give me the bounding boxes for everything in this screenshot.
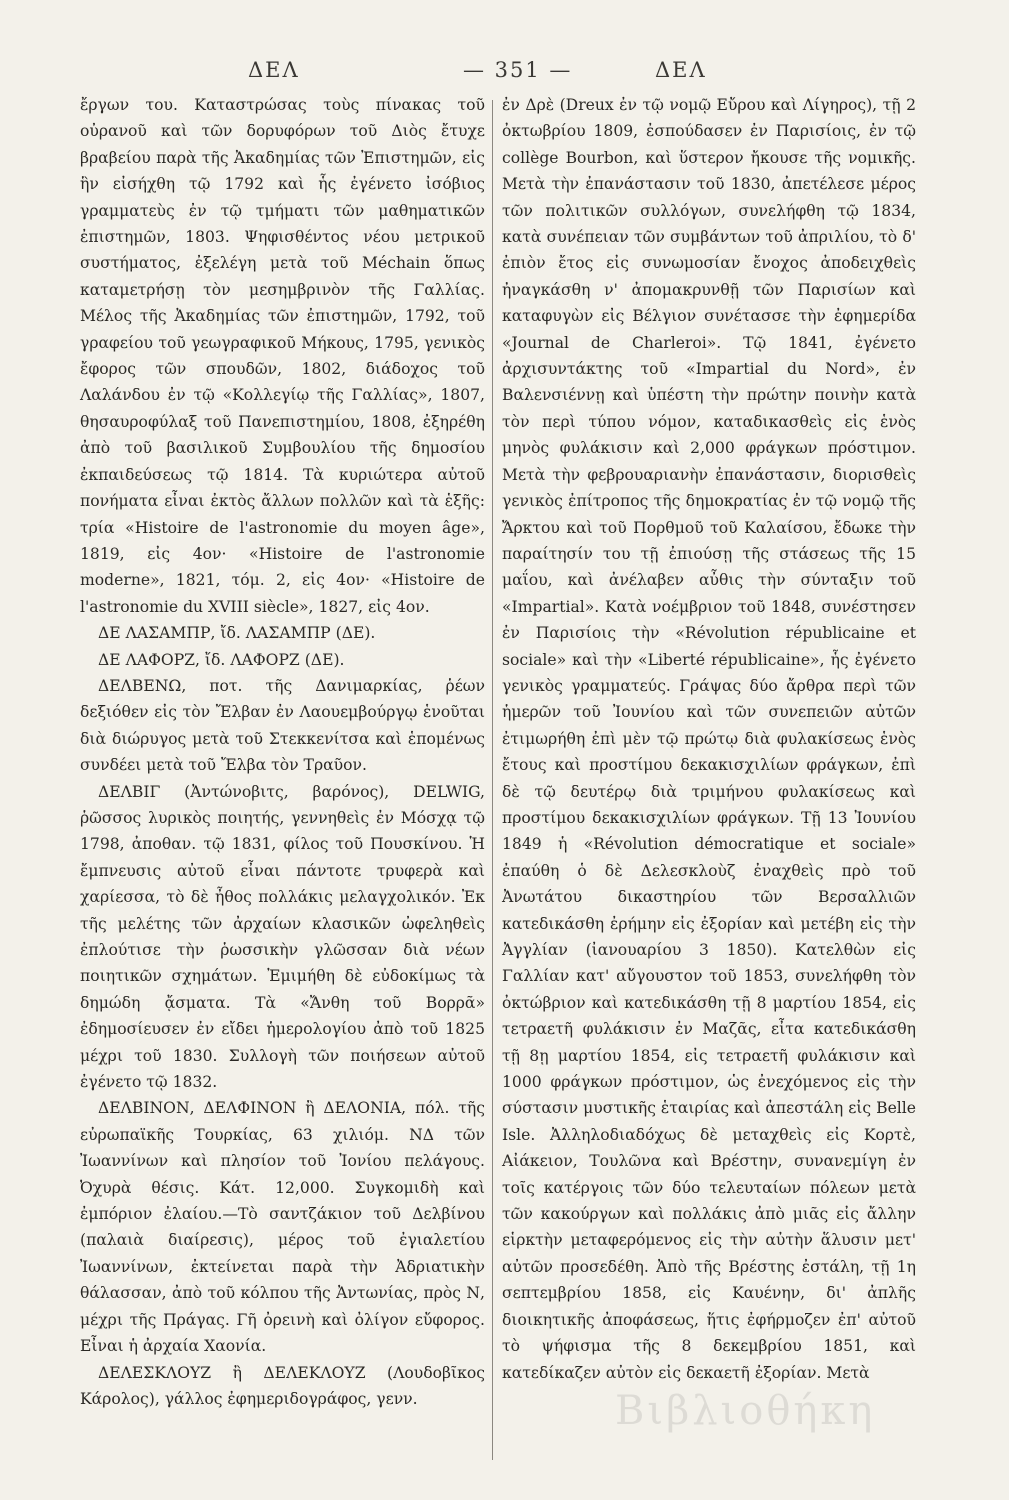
entry-paragraph: ἐν Δρὲ (Dreux ἐν τῷ νομῷ Εὔρου καὶ Λίγηρος), τῇ 2 ὀκτωβρίου 1809, ἐσπούδασεν ἐν Παρισίοις, ἐν τῷ collège Bourbon, καὶ ὕστερον ἤκουσε τῆς νομικῆς. Μετὰ τὴν ἐπανάστασιν τοῦ 1830, ἀπετέλεσε μέρος τῶν πολιτικῶν συλλόγων, συνελήφθη τῷ 1834, κατὰ συνέπειαν τῶν συμβάντων τοῦ ἀπριλίου, τὸ δ' ἐπιὸν ἔτος εἰς συνωμοσίαν ἔνοχος ἀποδειχθεὶς ἠναγκάσθη ν' ἀπομακρυνθῇ τῶν Παρισίων καὶ καταφυγὼν εἰς Βέλγιον συνέτασσε τὴν ἐφημερίδα «Journal de Charleroi». Τῷ 1841, ἐγένετο ἀρχισυντάκτης τοῦ «Impartial du Nord», ἐν Βαλενσιέννῃ καὶ ὑπέστη τὴν πρώτην ποινὴν κατὰ τὸν περὶ τύπου νόμον, καταδικασθεὶς εἰς ἑνὸς μηνὸς φυλάκισιν καὶ 2,000 φράγκων πρόστιμον. Μετὰ τὴν φεβρουαριανὴν ἐπανάστασιν, διορισθεὶς γενικὸς ἐπίτροπος τῆς δημοκρατίας ἐν τῷ νομῷ τῆς Ἄρκτου καὶ τοῦ Πορθμοῦ τοῦ Καλαίσου, ἔδωκε τὴν παραίτησίν του τῇ ἐπιούσῃ τῆς στάσεως τῆς 15 μαΐου, καὶ ἀνέλαβεν αὖθις τὴν σύνταξιν τοῦ «Impartial». Κατὰ νοέμβριον τοῦ 1848, συνέστησεν ἐν Παρισίοις τὴν «Révolution républicaine et sociale» καὶ τὴν «Liberté républicaine», ἧς ἐγένετο γενικὸς γραμματεύς. Γράψας δύο ἄρθρα περὶ τῶν ἡμερῶν τοῦ Ἰουνίου καὶ τῶν συνεπειῶν αὐτῶν ἐτιμωρήθη ἐπὶ μὲν τῷ πρώτῳ διὰ φυλακίσεως ἑνὸς ἔτους καὶ προστίμου δεκακισχιλίων φράγκων, ἐπὶ δὲ τῷ δευτέρῳ διὰ τριμήνου φυλακίσεως καὶ προστίμου δεκακισχιλίων φράγκων. Τῇ 13 Ἰουνίου 1849 ἡ «Révolution démocratique et sociale» ἐπαύθη ὁ δὲ Δελεσκλοὺζ ἐναχθεὶς πρὸ τοῦ Ἀνωτάτου δικαστηρίου τῶν Βερσαλλιῶν κατεδικάσθη ἐρήμην εἰς ἐξορίαν καὶ μετέβη εἰς τὴν Ἀγγλίαν (ἰανουαρίου 3 1850). Κατελθὼν εἰς Γαλλίαν κατ' αὔγουστον τοῦ 1853, συνελήφθη τὸν ὀκτώβριον καὶ κατεδικάσθη τῇ 8 μαρτίου 1854, εἰς τετραετῆ φυλάκισιν ἐν Μαζᾶς, εἶτα κατεδικάσθη τῇ 8ῃ μαρτίου 1854, εἰς τετραετῆ φυλάκισιν καὶ 1000 φράγκων πρόστιμον, ὡς ἐνεχόμενος εἰς τὴν σύστασιν μυστικῆς ἑταιρίας καὶ ἀπεστάλη εἰς Belle Isle. Ἀλληλοδιαδόχως δὲ μεταχθεὶς εἰς Κορτὲ, Αἰάκειον, Τουλῶνα καὶ Βρέστην, συνανεμίγη ἐν τοῖς κατέργοις τῶν δύο τελευταίων πόλεων μετὰ τῶν κακούργων καὶ πολλάκις ἀπὸ μιᾶς εἰς ἄλλην εἱρκτὴν μεταφερόμενος εἰς τὴν αὐτὴν ἅλυσιν μετ' αὐτῶν προσεδέθη. Ἀπὸ τῆς Βρέστης ἐστάλη, τῇ 1η σεπτεμβρίου 1858, εἰς Καυένην, δι' ἀπλῆς διοικητικῆς ἀποφάσεως, ἥτις ἐφήρμοζεν ἐπ' αὐτοῦ τὸ ψήφισμα τῆς 8 δεκεμβρίου 1851, καὶ κατεδίκαζεν αὐτὸν εἰς δεκαετῆ ἐξορίαν. Μετὰ [502, 96, 917, 1382]
entry-paragraph: ἔργων του. Καταστρώσας τοὺς πίνακας τοῦ οὐρανοῦ καὶ τῶν δορυφόρων τοῦ Διὸς ἔτυχε βραβείου παρὰ τῆς Ἀκαδημίας τῶν Ἐπιστημῶν, εἰς ἣν εἰσήχθη τῷ 1792 καὶ ἧς ἐγένετο ἰσόβιος γραμματεὺς ἐν τῷ τμήματι τῶν μαθηματικῶν ἐπιστημῶν, 1803. Ψηφισθέντος νέου μετρικοῦ συστήματος, ἐξελέγη μετὰ τοῦ Méchain ὅπως καταμετρήσῃ τὸν μεσημβρινὸν τῆς Γαλλίας. Μέλος τῆς Ἀκαδημίας τῶν ἐπιστημῶν, 1792, τοῦ γραφείου τοῦ γεωγραφικοῦ Μήκους, 1795, γενικὸς ἔφορος τῶν σπουδῶν, 1802, διάδοχος τοῦ Λαλάνδου ἐν τῷ «Κολλεγίῳ τῆς Γαλλίας», 1807, θησαυροφύλαξ τοῦ Πανεπιστημίου, 1808, ἐξηρέθη ἀπὸ τοῦ βασιλικοῦ Συμβουλίου τῆς δημοσίου ἐκπαιδεύσεως τῷ 1814. Τὰ κυριώτερα αὐτοῦ πονήματα εἶναι ἐκτὸς ἄλλων πολλῶν καὶ τὰ ἑξῆς: τρία «Histoire de l'astronomie du moyen âge», 1819, εἰς 4ον· «Histoire de l'astronomie moderne», 1821, τόμ. 2, εἰς 4ον· «Histoire de l'astronomie du XVIII siècle», 1827, εἰς 4ον. [80, 96, 485, 616]
entry-paragraph: ΔΕΛΒΙΓ (Ἀντώνοβιτς, βαρόνος), DELWIG, ῥῶσσος λυρικὸς ποιητής, γεννηθεὶς ἐν Μόσχᾳ τῷ 1798, ἀποθαν. τῷ 1831, φίλος τοῦ Πουσκίνου. Ἡ ἔμπνευσις αὐτοῦ εἶναι πάντοτε τρυφερὰ καὶ χαρίεσσα, τὸ δὲ ἦθος πολλάκις μελαγχολικόν. Ἐκ τῆς μελέτης τῶν ἀρχαίων κλασικῶν ὠφεληθεὶς ἐπλούτισε τὴν ῥωσσικὴν γλῶσσαν διὰ νέων ποιητικῶν σχημάτων. Ἐμιμήθη δὲ εὐδοκίμως τὰ δημώδη ᾄσματα. Τὰ «Ἄνθη τοῦ Βορρᾶ» ἐδημοσίευσεν ἐν εἴδει ἡμερολογίου ἀπὸ τοῦ 1825 μέχρι τοῦ 1830. Συλλογὴ τῶν ποιήσεων αὐτοῦ ἐγένετο τῷ 1832. [80, 782, 485, 1092]
library-watermark: Βιβλιοθήκη [615, 1388, 876, 1434]
page-number: — 351 — [463, 58, 573, 82]
entry-paragraph: ΔΕ ΛΑΦΟΡΖ, ἴδ. ΛΑΦΟΡΖ (ΔΕ). [98, 650, 345, 669]
entry-paragraph: ΔΕ ΛΑΣΑΜΠΡ, ἴδ. ΛΑΣΑΜΠΡ (ΔΕ). [98, 624, 376, 643]
entry-paragraph: ΔΕΛΒΕΝΩ, ποτ. τῆς Δανιμαρκίας, ῥέων δεξιόθεν εἰς τὸν Ἔλβαν ἐν Λαουεμβούργῳ ἑνοῦται διὰ διώρυγος μετὰ τοῦ Στεκκενίτσα καὶ ἑπομένως συνδέει μετὰ τοῦ Ἔλβα τὸν Τραῦον. [80, 676, 485, 775]
column-divider [492, 100, 493, 1460]
running-head-left: ΔΕΛ [248, 58, 300, 82]
running-head-right: ΔΕΛ [655, 58, 707, 82]
entry-paragraph: ΔΕΛΕΣΚΛΟΥΖ ἢ ΔΕΛΕΚΛΟΥΖ (Λουδοβῖκος Κάρολος), γάλλος ἐφημεριδογράφος, γενν. [80, 1363, 485, 1408]
entry-paragraph: ΔΕΛΒΙΝΟΝ, ΔΕΛΦΙΝΟΝ ἢ ΔΕΛΟΝΙΑ, πόλ. τῆς εὐρωπαϊκῆς Τουρκίας, 63 χιλιόμ. ΝΔ τῶν Ἰωαννίνων καὶ πλησίον τοῦ Ἰονίου πελάγους. Ὀχυρὰ θέσις. Κάτ. 12,000. Συγκομιδὴ καὶ ἐμπόριον ἐλαίου.—Τὸ σαντζάκιον τοῦ Δελβίνου (παλαιὰ διαίρεσις), μέρος τοῦ ἐγιαλετίου Ἰωαννίνων, ἐκτείνεται παρὰ τὴν Ἀδριατικὴν θάλασσαν, ἀπὸ τοῦ κόλπου τῆς Ἀντωνίας, πρὸς Ν, μέχρι τῆς Πράγας. Γῆ ὀρεινὴ καὶ ὀλίγον εὔφορος. Εἶναι ἡ ἀρχαία Χαονία. [80, 1099, 485, 1356]
left-column [80, 92, 485, 1412]
right-column [502, 92, 916, 1386]
